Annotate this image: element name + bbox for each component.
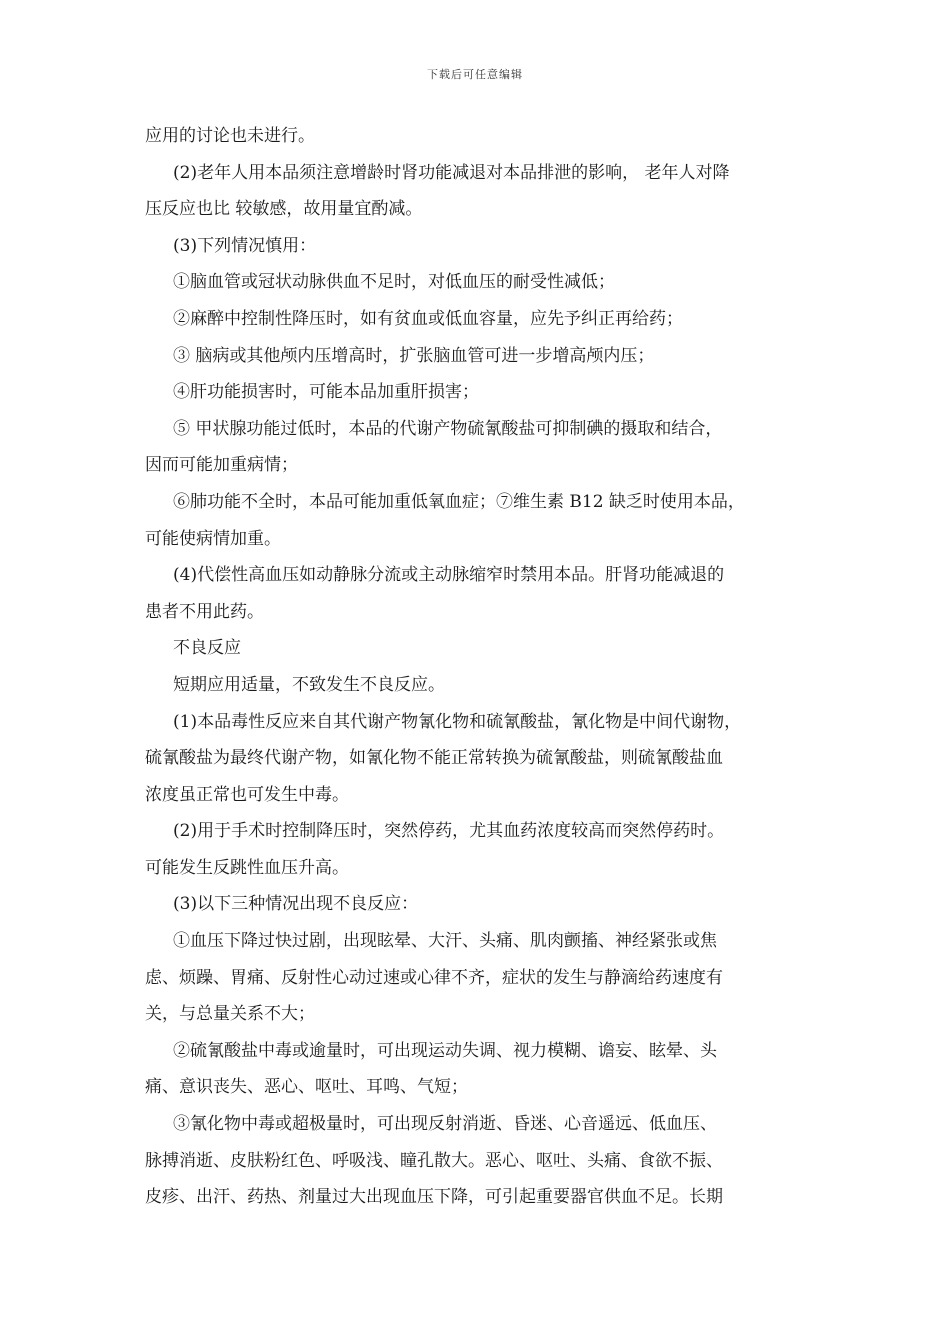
text-line: 脉搏消逝、皮肤粉红色、呼吸浅、瞳孔散大。恶心、呕吐、头痛、食欲不振、 <box>145 1150 723 1171</box>
text-line: 痛、意识丧失、恶心、呕吐、耳鸣、气短； <box>145 1077 468 1098</box>
text-line: 关，与总量关系不大； <box>145 1004 315 1025</box>
text-line: 应用的讨论也未进行。 <box>145 126 315 146</box>
text-line: 浓度虽正常也可发生中毒。 <box>145 784 349 805</box>
text-line: ①脑血管或冠状动脉供血不足时，对低血压的耐受性减低； <box>173 272 615 293</box>
text-line: ④肝功能损害时，可能本品加重肝损害； <box>173 382 479 403</box>
text-line: 因而可能加重病情； <box>145 455 298 476</box>
text-line: (1)本品毒性反应来自其代谢产物氰化物和硫氰酸盐，氰化物是中间代谢物， <box>173 711 742 732</box>
text-line: ①血压下降过快过剧，出现眩晕、大汗、头痛、肌肉颤搐、神经紧张或焦 <box>173 931 717 952</box>
text-line: 可能发生反跳性血压升高。 <box>145 857 349 878</box>
text-line: (4)代偿性高血压如动静脉分流或主动脉缩窄时禁用本品。肝肾功能减退的 <box>173 565 725 586</box>
text-line: ②麻醉中控制性降压时，如有贫血或低血容量，应先予纠正再给药； <box>173 308 683 329</box>
document-body <box>145 118 810 1216</box>
text-line: 压反应也比 较敏感，故用量宜酌减。 <box>145 199 423 220</box>
text-line: 虑、烦躁、胃痛、反射性心动过速或心律不齐，症状的发生与静滴给药速度有 <box>145 967 723 988</box>
text-line: 皮疹、出汗、药热、剂量过大出现血压下降，可引起重要器官供血不足。长期 <box>145 1187 723 1208</box>
text-line: 患者不用此药。 <box>145 601 264 622</box>
text-line: ⑤ 甲状腺功能过低时，本品的代谢产物硫氰酸盐可抑制碘的摄取和结合， <box>173 418 723 439</box>
text-line: (3)以下三种情况出现不良反应： <box>173 894 419 915</box>
text-line: 硫氰酸盐为最终代谢产物，如氰化物不能正常转换为硫氰酸盐，则硫氰酸盐血 <box>145 748 723 769</box>
text-line: ③氰化物中毒或超极量时，可出现反射消逝、昏迷、心音遥远、低血压、 <box>173 1114 717 1135</box>
text-line: ②硫氰酸盐中毒或逾量时，可出现运动失调、视力模糊、谵妄、眩晕、头 <box>173 1040 717 1061</box>
text-line: (2)用于手术时控制降压时，突然停药，尤其血药浓度较高而突然停药时。 <box>173 821 725 842</box>
text-line: 短期应用适量，不致发生不良反应。 <box>173 674 445 695</box>
text-line: ⑥肺功能不全时，本品可能加重低氧血症；⑦维生素 B12 缺乏时使用本品， <box>173 491 745 512</box>
text-line: 可能使病情加重。 <box>145 528 281 549</box>
text-line: ③ 脑病或其他颅内压增高时，扩张脑血管可进一步增高颅内压； <box>173 345 655 366</box>
page-header: 下载后可任意编辑 <box>427 68 523 81</box>
text-line: 不良反应 <box>173 638 241 659</box>
text-line: (3)下列情况慎用： <box>173 235 317 256</box>
text-line: (2)老年人用本品须注意增龄时肾功能减退对本品排泄的影响， 老年人对降 <box>173 162 730 183</box>
